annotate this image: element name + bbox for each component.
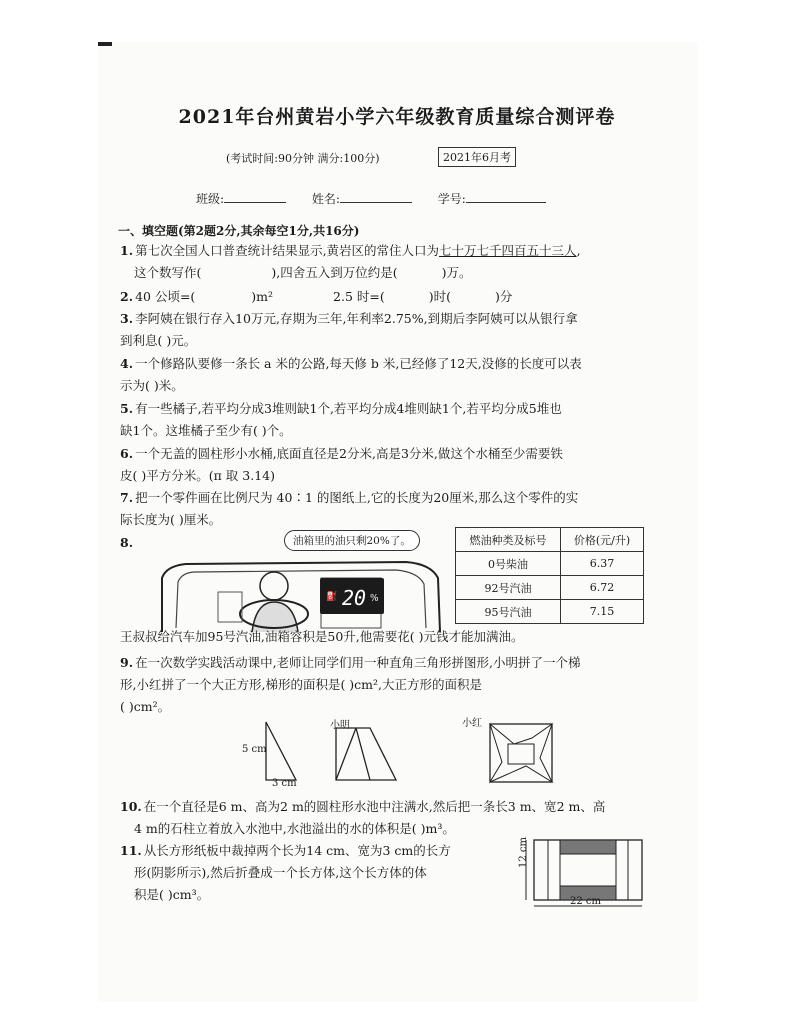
class-field[interactable] <box>224 190 286 203</box>
question-3: 3. 李阿姨在银行存入10万元,存期为三年,年利率2.75%,到期后李阿姨可以从银行拿 到利息( )元。 <box>120 311 578 348</box>
table-row <box>456 576 644 600</box>
question-1: 1. 第七次全国人口普查统计结果显示,黄岩区的常住人口为七十万七千四百五十三人, 这个数写作( ),四舍五入到万位约是( )万。 <box>120 243 581 280</box>
question-7: 7. 把一个零件画在比例尺为 40∶1 的图纸上,它的长度为20厘米,那么这个零件的实 际长度为( )厘米。 <box>120 490 579 527</box>
question-number: 7. <box>120 490 134 505</box>
exam-info: (考试时间:90分钟 满分:100分) <box>226 152 380 165</box>
exam-date-box: 2021年6月考 <box>438 147 516 167</box>
net-width-label: 22 cm <box>570 896 601 907</box>
table-header: 价格(元/升) <box>561 528 644 552</box>
triangle-height-label: 5 cm <box>242 744 267 755</box>
fuel-gauge-unit: % <box>370 594 379 604</box>
table-cell: 7.15 <box>561 600 644 624</box>
question-number: 6. <box>120 446 134 461</box>
section-title: 一、填空题(第2题2分,其余每空1分,共16分) <box>118 224 360 238</box>
question-number: 5. <box>120 401 134 416</box>
speech-bubble: 油箱里的油只剩20%了。 <box>284 530 420 551</box>
question-number: 4. <box>120 356 134 371</box>
question-2: 2. 40 公顷=( )m² 2.5 时=( )时( )分 <box>120 289 513 304</box>
id-label: 学号: <box>437 192 466 206</box>
fuel-pump-icon: ⛽ <box>326 592 338 602</box>
scan-edge-mark <box>98 42 112 46</box>
question-5: 5. 有一些橘子,若平均分成3堆则缺1个,若平均分成4堆则缺1个,若平均分成5堆也 缺1个。这堆橘子至少有( )个。 <box>120 401 562 438</box>
question-11: 11. 从长方形纸板中裁掉两个长为14 cm、宽为3 cm的长方 形(阴影所示),然后折叠成一个长方体,这个长方体的体 积是( )cm³。 <box>120 843 451 902</box>
question-8-number: 8. <box>120 535 134 550</box>
id-field[interactable] <box>466 190 546 203</box>
question-number: 3. <box>120 311 134 326</box>
fuel-price-table <box>455 527 644 624</box>
question-8-text: 王叔叔给汽车加95号汽油,油箱容积是50升,他需要花( )元钱才能加满油。 <box>120 629 524 644</box>
table-cell: 6.72 <box>561 576 644 600</box>
question-number: 11. <box>120 843 142 858</box>
table-cell: 6.37 <box>561 552 644 576</box>
table-header: 燃油种类及标号 <box>456 528 561 552</box>
table-cell: 0号柴油 <box>456 552 561 576</box>
xiaohong-label: 小红 <box>462 718 482 729</box>
net-height-label: 12 cm <box>518 837 529 868</box>
question-number: 2. <box>120 289 134 304</box>
question-9: 9. 在一次数学实践活动课中,老师让同学们用一种直角三角形拼图形,小明拼了一个梯 形,小红拼了一个大正方形,梯形的面积是( )cm²,大正方形的面积是 ( )cm²。 <box>120 655 581 714</box>
class-label: 班级: <box>196 192 225 206</box>
exam-title: 2021年台州黄岩小学六年级教育质量综合测评卷 <box>178 106 616 128</box>
question-10: 10. 在一个直径是6 m、高为2 m的圆柱形水池中注满水,然后把一条长3 m、宽2 m、高 4 m的石柱立着放入水池中,水池溢出的水的体积是( )m³。 <box>120 799 606 836</box>
question-number: 1. <box>120 243 134 258</box>
table-header-row <box>456 528 644 552</box>
fuel-gauge-value: 20 <box>342 586 367 610</box>
table-cell: 92号汽油 <box>456 576 561 600</box>
table-cell: 95号汽油 <box>456 600 561 624</box>
xiaoming-label: 小明 <box>330 720 350 731</box>
question-6: 6. 一个无盖的圆柱形小水桶,底面直径是2分米,高是3分米,做这个水桶至少需要铁 皮( )平方分米。(π 取 3.14) <box>120 446 563 483</box>
question-number: 9. <box>120 655 134 670</box>
question-number: 10. <box>120 799 142 814</box>
name-label: 姓名: <box>311 192 340 206</box>
triangle-base-label: 3 cm <box>272 778 297 789</box>
fuel-gauge-display <box>320 578 384 614</box>
student-fields <box>196 190 546 207</box>
table-row <box>456 552 644 576</box>
name-field[interactable] <box>340 190 412 203</box>
table-row <box>456 600 644 624</box>
car-dashboard-illustration <box>156 548 446 636</box>
question-4: 4. 一个修路队要修一条长 a 米的公路,每天修 b 米,已经修了12天,没修的长度可以表 示为( )米。 <box>120 356 582 393</box>
